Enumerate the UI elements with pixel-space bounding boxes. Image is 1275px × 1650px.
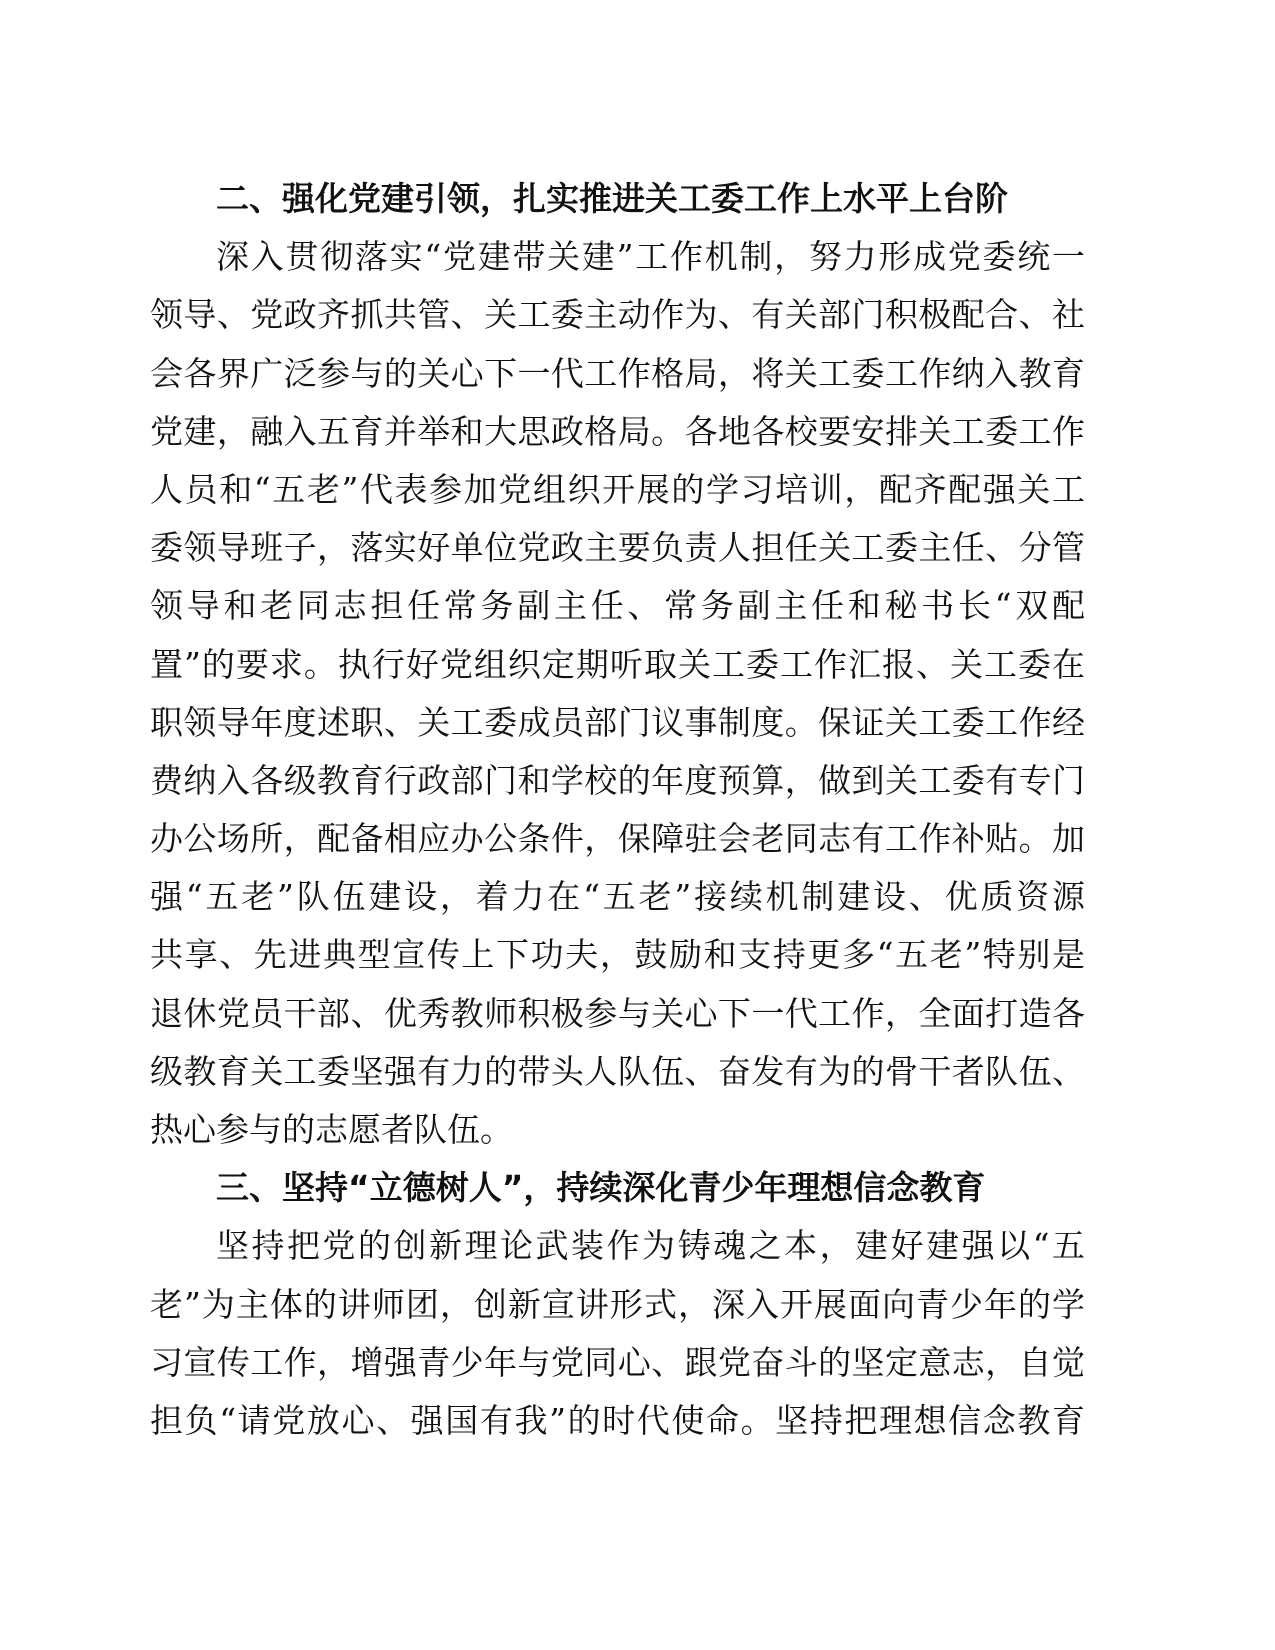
section-3-line-2: 老”为主体的讲师团，创新宣讲形式，深入开展面向青少年的学 [150,1284,1085,1324]
section-2-line-13: 共享、先进典型宣传上下功夫，鼓励和支持更多“五老”特别是 [150,935,1085,975]
section-2-line-16: 热心参与的志愿者队伍。 [150,1110,513,1149]
section-2-line-15: 级教育关工委坚强有力的带头人队伍、奋发有为的骨干者队伍、 [150,1051,1085,1091]
section-3-line-1: 坚持把党的创新理论武装作为铸魂之本，建好建强以“五 [216,1226,1085,1266]
section-2-line-4: 党建，融入五育并举和大思政格局。各地各校要安排关工委工作 [150,411,1085,451]
document-page [150,170,1085,1450]
section-2-line-11: 办公场所，配备相应办公条件，保障驻会老同志有工作补贴。加 [150,819,1085,859]
section-2-line-7: 领导和老同志担任常务副主任、常务副主任和秘书长“双配 [150,586,1085,626]
section-2-line-12: 强“五老”队伍建设，着力在“五老”接续机制建设、优质资源 [150,877,1085,917]
section-2-line-2: 领导、党政齐抓共管、关工委主动作为、有关部门积极配合、社 [150,295,1085,335]
section-2-line-9: 职领导年度述职、关工委成员部门议事制度。保证关工委工作经 [150,702,1085,742]
section-2-line-10: 费纳入各级教育行政部门和学校的年度预算，做到关工委有专门 [150,760,1085,800]
section-2-line-3: 会各界广泛参与的关心下一代工作格局，将关工委工作纳入教育 [150,353,1085,393]
section-2-line-14: 退休党员干部、优秀教师积极参与关心下一代工作，全面打造各 [150,993,1085,1033]
section-2-line-5: 人员和“五老”代表参加党组织开展的学习培训，配齐配强关工 [150,469,1085,509]
section-2-heading: 二、强化党建引领，扎实推进关工委工作上水平上台阶 [216,179,1008,218]
section-2-line-1: 深入贯彻落实“党建带关建”工作机制，努力形成党委统一 [216,237,1085,277]
section-2-line-8: 置”的要求。执行好党组织定期听取关工委工作汇报、关工委在 [150,644,1085,684]
section-3-line-3: 习宣传工作，增强青少年与党同心、跟党奋斗的坚定意志，自觉 [150,1342,1085,1382]
section-3-line-4: 担负“请党放心、强国有我”的时代使命。坚持把理想信念教育 [150,1400,1085,1440]
section-2-line-6: 委领导班子，落实好单位党政主要负责人担任关工委主任、分管 [150,528,1085,568]
section-3-heading: 三、坚持“立德树人”，持续深化青少年理想信念教育 [216,1168,986,1208]
